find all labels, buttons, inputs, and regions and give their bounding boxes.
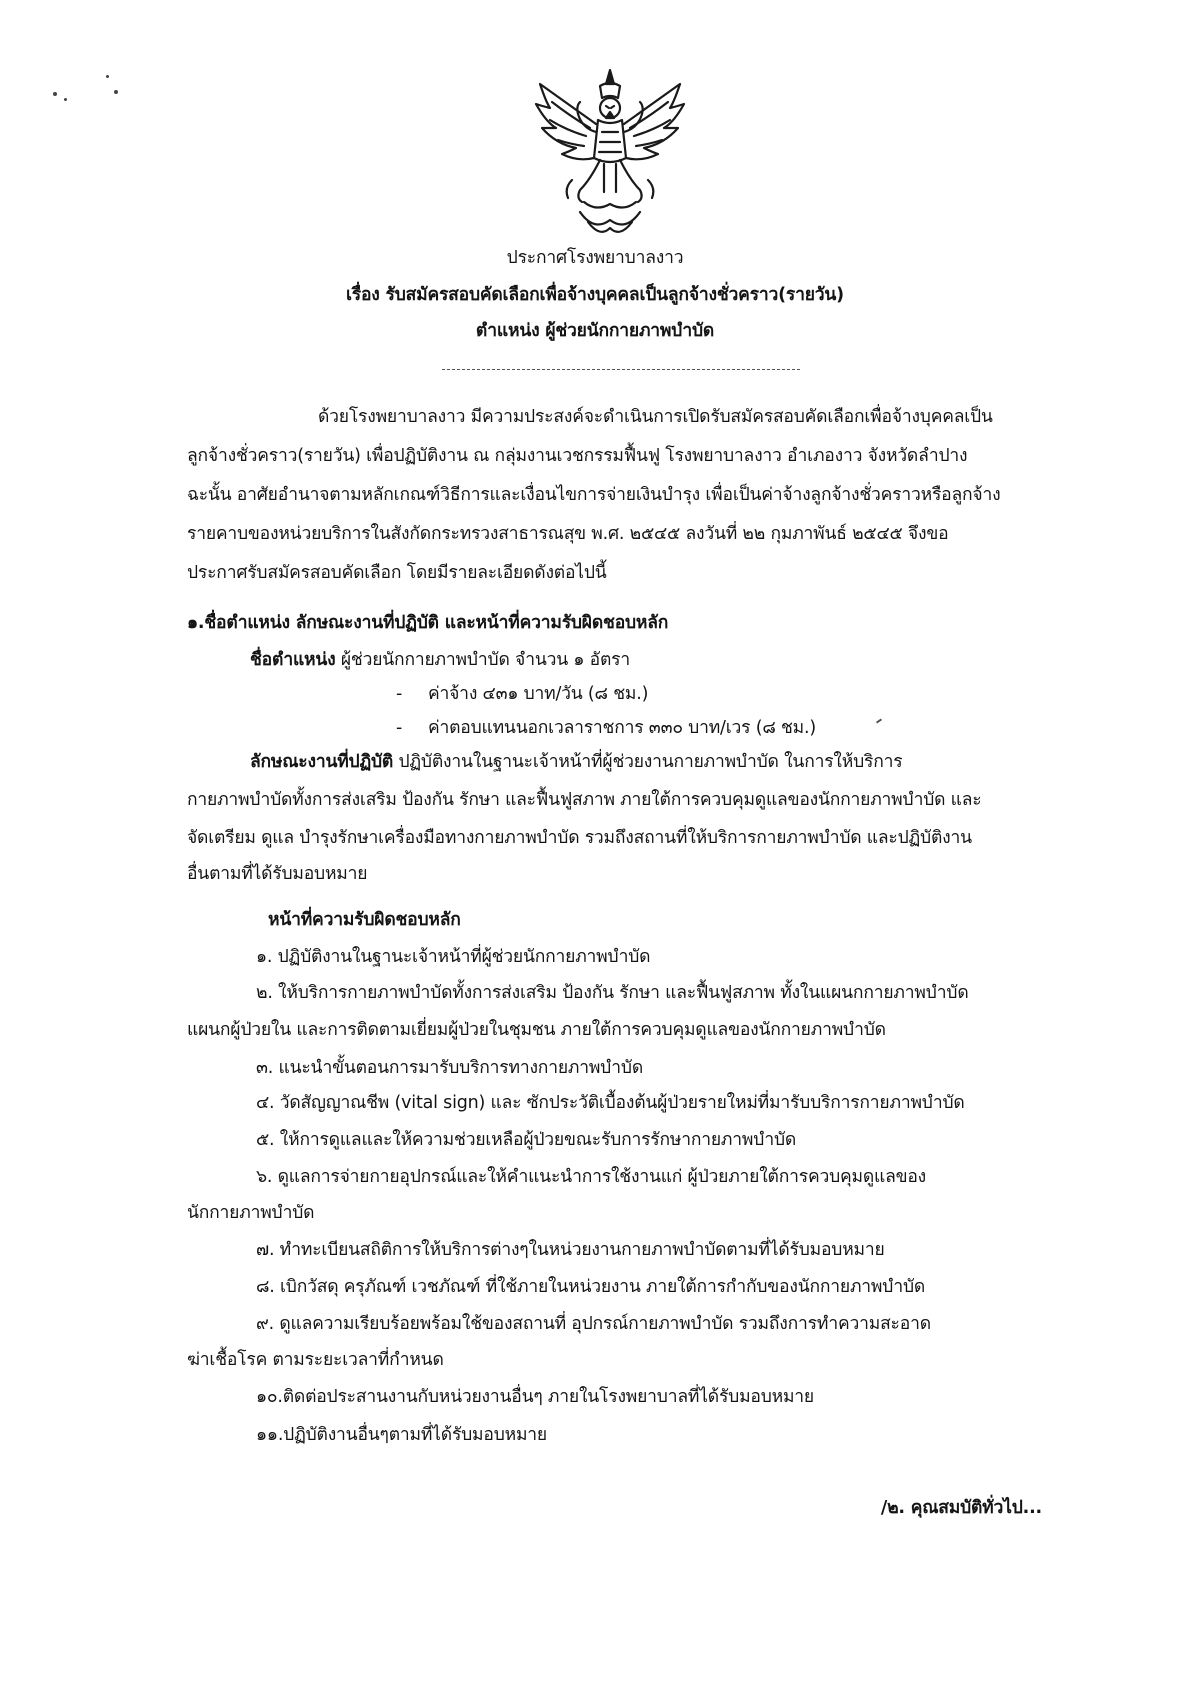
doc-position: ตำแหน่ง ผู้ช่วยนักกายภาพบำบัด bbox=[475, 321, 715, 341]
doc-subject: เรื่อง รับสมัครสอบคัดเลือกเพื่อจ้างบุคคลเป็นลูกจ้างชั่วคราว(รายวัน) bbox=[346, 285, 844, 305]
intro-line-5: ประกาศรับสมัครสอบคัดเลือก โดยมีรายละเอียดดังต่อไปนี้ bbox=[187, 563, 607, 583]
position-value: ผู้ช่วยนักกายภาพบำบัด จำนวน ๑ อัตรา bbox=[335, 650, 630, 670]
job-line-4: อื่นตามที่ได้รับมอบหมาย bbox=[187, 864, 368, 884]
duty-item-2: ๒. ให้บริการกายภาพบำบัดทั้งการส่งเสริม ป้องกัน รักษา และฟื้นฟูสภาพ ทั้งในแผนกกายภาพบำบัด bbox=[256, 983, 969, 1003]
duty-item-8: ๘. เบิกวัสดุ ครุภัณฑ์ เวชภัณฑ์ ที่ใช้ภายในหน่วยงาน ภายใต้การกำกับของนักกายภาพบำบัด bbox=[256, 1277, 926, 1297]
wage-bullet: - bbox=[396, 718, 403, 738]
intro-line-3: ฉะนั้น อาศัยอำนาจตามหลักเกณฑ์วิธีการและเงื่อนไขการจ่ายเงินบำรุง เพื่อเป็นค่าจ้างลูกจ้างชั่วคราวหรือลูกจ้าง bbox=[187, 485, 1001, 505]
header-separator bbox=[442, 369, 800, 370]
duty-item-1: ๑. ปฏิบัติงานในฐานะเจ้าหน้าที่ผู้ช่วยนักกายภาพบำบัด bbox=[256, 947, 651, 967]
scan-speck bbox=[64, 98, 67, 101]
scan-speck bbox=[114, 90, 118, 94]
duty-item-9-cont: ฆ่าเชื้อโรค ตามระยะเวลาที่กำหนด bbox=[187, 1350, 444, 1370]
position-line bbox=[250, 652, 630, 670]
duty-item-7: ๗. ทำทะเบียนสถิติการให้บริการต่างๆในหน่วยงานกายภาพบำบัดตามที่ได้รับมอบหมาย bbox=[256, 1240, 885, 1260]
duty-item-4: ๔. วัดสัญญาณชีพ (vital sign) และ ซักประวัติเบื้องต้นผู้ป่วยรายใหม่ที่มารับบริการกายภาพบำบัด bbox=[256, 1093, 965, 1113]
duty-item-5: ๕. ให้การดูแลและให้ความช่วยเหลือผู้ป่วยขณะรับการรักษากายภาพบำบัด bbox=[256, 1130, 797, 1150]
doc-title: ประกาศโรงพยาบาลงาว bbox=[506, 248, 684, 268]
job-line-3: จัดเตรียม ดูแล บำรุงรักษาเครื่องมือทางกายภาพบำบัด รวมถึงสถานที่ให้บริการกายภาพบำบัด และปฏิบัติงาน bbox=[187, 828, 972, 848]
duty-item-6: ๖. ดูแลการจ่ายกายอุปกรณ์และให้คำแนะนำการใช้งานแก่ ผู้ป่วยภายใต้การควบคุมดูแลของ bbox=[256, 1167, 927, 1187]
duty-item-9: ๙. ดูแลความเรียบร้อยพร้อมใช้ของสถานที่ อุปกรณ์กายภาพบำบัด รวมถึงการทำความสะอาด bbox=[256, 1314, 931, 1334]
job-first-text: ปฏิบัติงานในฐานะเจ้าหน้าที่ผู้ช่วยงานกายภาพบำบัด ในการให้บริการ bbox=[393, 752, 903, 772]
job-line-2: กายภาพบำบัดทั้งการส่งเสริม ป้องกัน รักษา และฟื้นฟูสภาพ ภายใต้การควบคุมดูแลของนักกายภาพบำบัด และ bbox=[187, 790, 982, 810]
wage-line-2: ค่าตอบแทนนอกเวลาราชการ ๓๓๐ บาท/เวร (๘ ชม.) bbox=[428, 718, 817, 738]
scan-speck bbox=[106, 75, 109, 78]
duty-item-11: ๑๑.ปฏิบัติงานอื่นๆตามที่ได้รับมอบหมาย bbox=[256, 1425, 547, 1445]
duty-item-2-cont: แผนกผู้ป่วยใน และการติดตามเยี่ยมผู้ป่วยในชุมชน ภายใต้การควบคุมดูแลของนักกายภาพบำบัด bbox=[187, 1020, 886, 1040]
intro-line-2: ลูกจ้างชั่วคราว(รายวัน) เพื่อปฏิบัติงาน ณ กลุ่มงานเวชกรรมฟื้นฟู โรงพยาบาลงาว อำเภองาว จังหวัดลำปาง bbox=[187, 446, 968, 466]
garuda-emblem-icon bbox=[520, 62, 700, 242]
continued-note: /๒. คุณสมบัติทั่วไป... bbox=[880, 1498, 1042, 1518]
intro-line-4: รายคาบของหน่วยบริการในสังกัดกระทรวงสาธารณสุข พ.ศ. ๒๕๔๕ ลงวันที่ ๒๒ กุมภาพันธ์ ๒๕๔๕ จึงขอ bbox=[187, 524, 949, 544]
duty-item-3: ๓. แนะนำขั้นตอนการมารับบริการทางกายภาพบำบัด bbox=[256, 1058, 643, 1078]
duties-heading: หน้าที่ความรับผิดชอบหลัก bbox=[268, 910, 461, 930]
intro-line-1: ด้วยโรงพยาบาลงาว มีความประสงค์จะดำเนินการเปิดรับสมัครสอบคัดเลือกเพื่อจ้างบุคคลเป็น bbox=[318, 407, 993, 427]
section1-heading: ๑.ชื่อตำแหน่ง ลักษณะงานที่ปฏิบัติ และหน้าที่ความรับผิดชอบหลัก bbox=[187, 613, 669, 633]
job-label: ลักษณะงานที่ปฏิบัติ bbox=[250, 752, 394, 772]
scan-speck bbox=[53, 92, 57, 96]
duty-item-6-cont: นักกายภาพบำบัด bbox=[187, 1203, 315, 1223]
job-first-line bbox=[250, 754, 902, 772]
pen-mark bbox=[876, 718, 882, 723]
wage-line-1: ค่าจ้าง ๔๓๑ บาท/วัน (๘ ชม.) bbox=[428, 684, 649, 704]
wage-bullet: - bbox=[396, 684, 403, 704]
duty-item-10: ๑๐.ติดต่อประสานงานกับหน่วยงานอื่นๆ ภายในโรงพยาบาลที่ได้รับมอบหมาย bbox=[256, 1387, 814, 1407]
position-label: ชื่อตำแหน่ง bbox=[250, 650, 336, 670]
